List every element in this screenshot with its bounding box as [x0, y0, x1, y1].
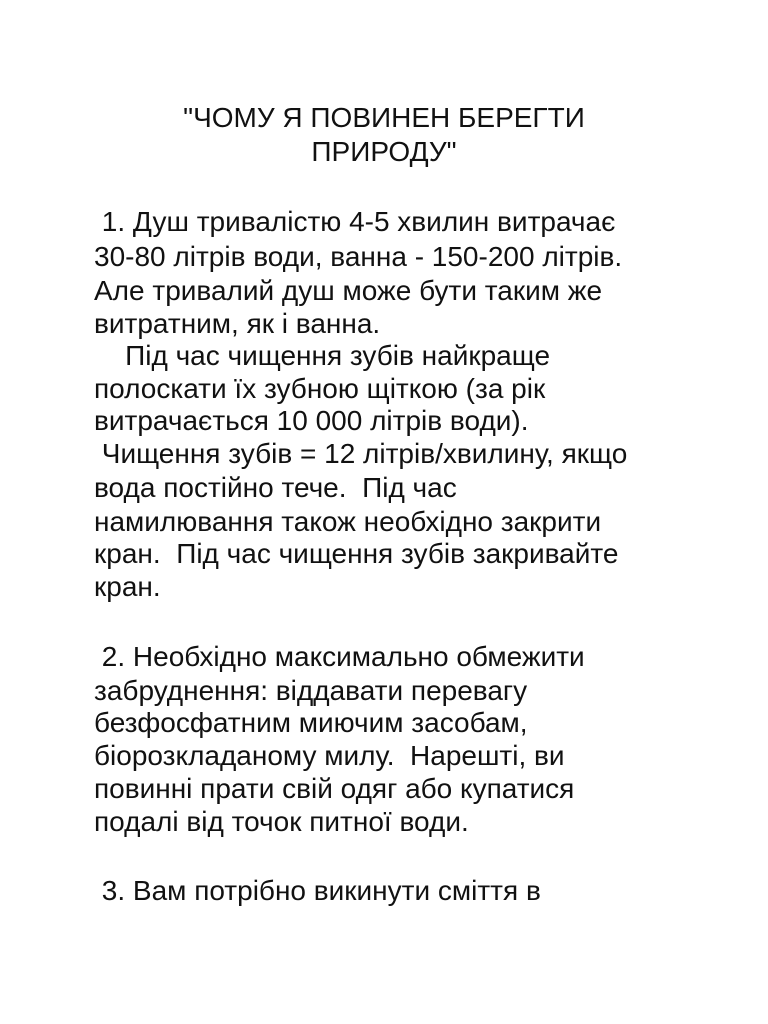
body-line: 2. Необхідно максимально обмежити	[94, 641, 585, 672]
body-line: Але тривалий душ може бути таким же	[94, 275, 603, 306]
body-line: кран. Під час чищення зубів закривайте	[94, 538, 619, 569]
body-line: повинні прати свій одяг або купатися	[94, 773, 575, 804]
body-line: кран.	[94, 571, 161, 602]
body-line: витрачається 10 000 літрів води).	[94, 405, 529, 436]
body-line: 1. Душ тривалістю 4-5 хвилин витрачає	[94, 206, 616, 237]
document-title: "ЧОМУ Я ПОВИНЕН БЕРЕГТИ ПРИРОДУ"	[183, 102, 585, 167]
body-line: біорозкладаному милу. Нарешті, ви	[94, 740, 565, 771]
body-line: 3. Вам потрібно викинути сміття в	[94, 875, 541, 906]
body-line: подалі від точок питної води.	[94, 806, 469, 837]
body-line: безфосфатним миючим засобам,	[94, 707, 528, 738]
body-line: витратним, як і ванна.	[94, 308, 381, 339]
body-line: полоскати їх зубною щіткою (за рік	[94, 373, 546, 404]
body-line: забруднення: віддавати перевагу	[94, 675, 528, 706]
body-line: вода постійно тече. Під час	[94, 472, 457, 503]
body-line: намилювання також необхідно закрити	[94, 506, 602, 537]
body-line: 30-80 літрів води, ванна - 150-200 літрів.	[94, 241, 623, 272]
body-line: Під час чищення зубів найкраще	[94, 340, 551, 371]
body-line: Чищення зубів = 12 літрів/хвилину, якщо	[94, 438, 628, 469]
